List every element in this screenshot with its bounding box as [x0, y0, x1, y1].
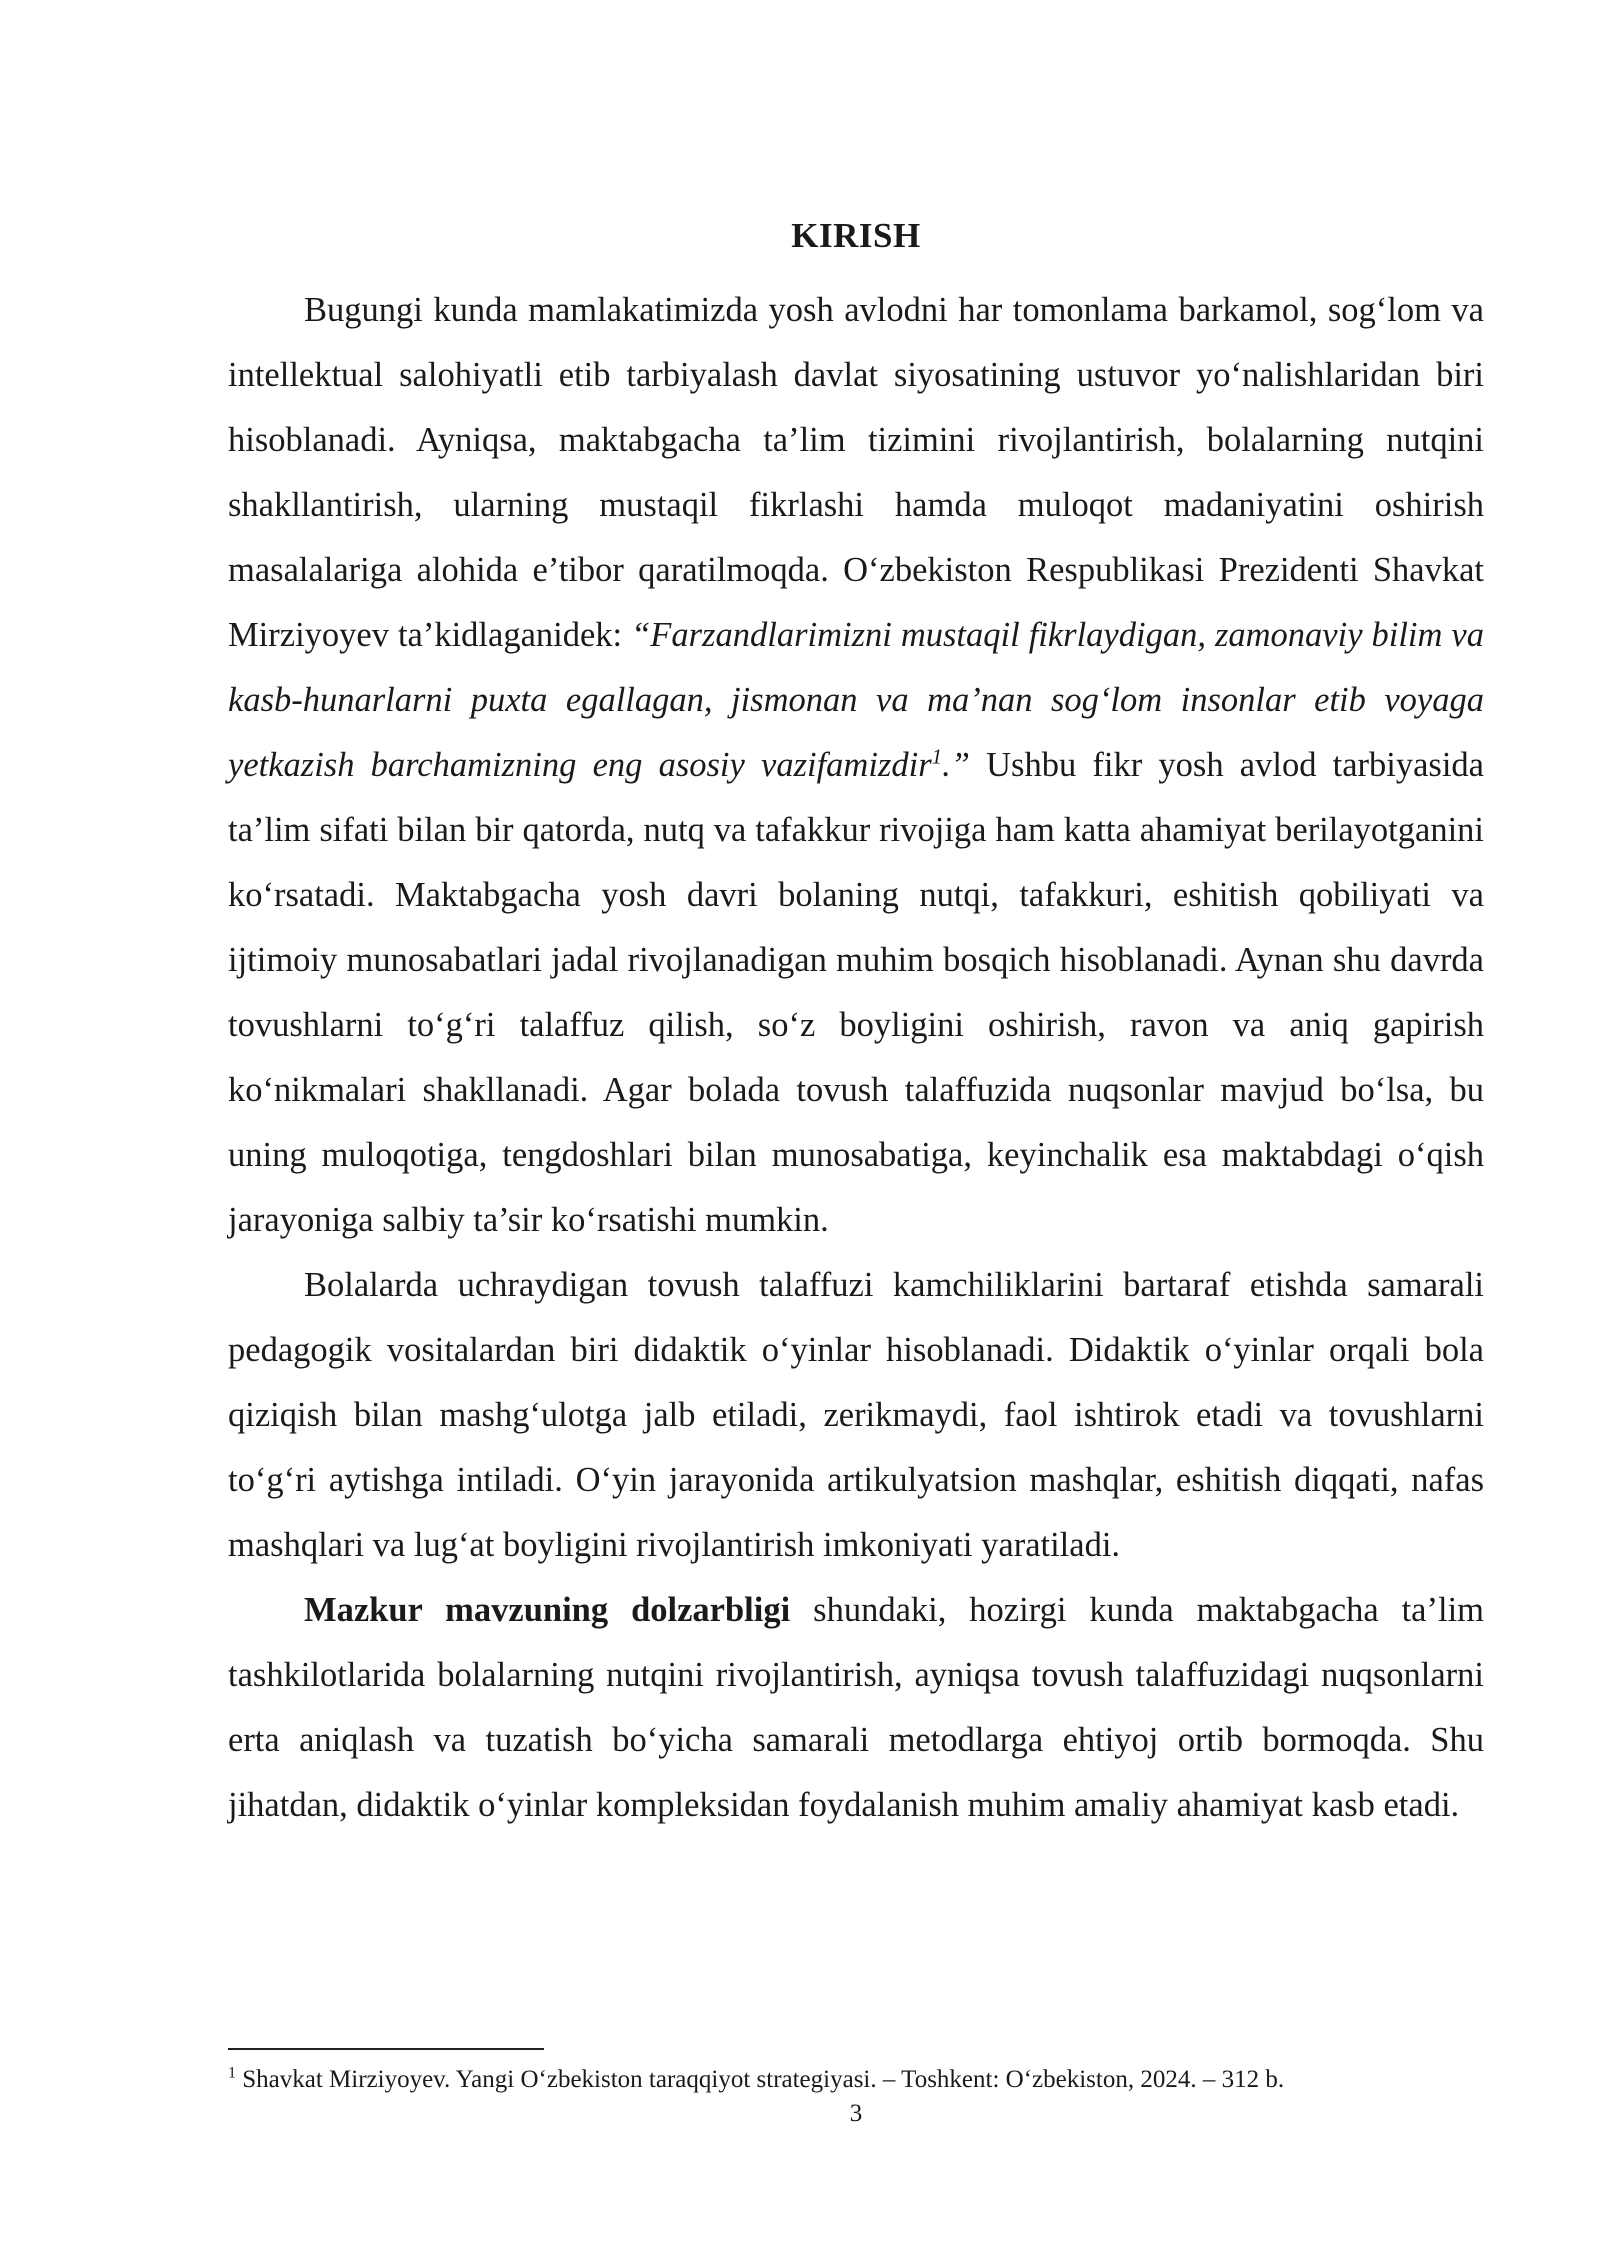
footnote-text: Shavkat Mirziyoyev. Yangi O‘zbekiston taraqqiyot strategiyasi. – Toshkent: O‘zbekiston, 2024. – 312 b. [236, 2066, 1285, 2093]
president-quote: “Farzandlarimizni mustaqil fikrlaydigan, zamonaviy bilim va kasb-hunarlarni puxta egallagan, jismonan va ma’nan sog‘lom insonlar etib voyaga yetkazish barchamizning eng asosiy vazifamizdir [228, 616, 1484, 784]
footnote-divider [228, 2048, 544, 2050]
footnote [228, 2064, 1484, 2096]
footnote-mark: 1 [228, 2064, 236, 2082]
paragraph-intro [228, 278, 1484, 1253]
paragraph-didactic-games: Bolalarda uchraydigan tovush talaffuzi kamchiliklarini bartaraf etishda samarali pedagogik vositalardan biri didaktik o‘yinlar hisoblanadi. Didaktik o‘yinlar orqali bola qiziqish bilan mashg‘ulotga jalb etiladi, zerikmaydi, faol ishtirok etadi va tovushlarni to‘g‘ri aytishga intiladi. O‘yin jarayonida artikulyatsion mashqlar, eshitish diqqati, nafas mashqlari va lug‘at boyligini rivojlantirish imkoniyati yaratiladi. [228, 1266, 1484, 1564]
president-quote-end: .” [942, 746, 970, 784]
paragraph-relevance [228, 1578, 1484, 1838]
relevance-text: shundaki, hozirgi kunda maktabgacha ta’lim tashkilotlarida bolalarning nutqini rivojlantirish, ayniqsa tovush talaffuzidagi nuqsonlarni erta aniqlash va tuzatish bo‘yicha samarali metodlarga ehtiyoj ortib bormoqda. Shu jihatdan, didaktik o‘yinlar kompleksidan foydalanish muhim amaliy ahamiyat kasb etadi. [228, 1591, 1484, 1824]
page-number: 3 [849, 2100, 863, 2127]
relevance-lead: Mazkur mavzuning dolzarbligi [304, 1591, 791, 1629]
section-heading: KIRISH [791, 216, 921, 255]
paragraph-intro-text: Bugungi kunda mamlakatimizda yosh avlodni har tomonlama barkamol, sog‘lom va intellektual salohiyatli etib tarbiyalash davlat siyosatining ustuvor yo‘nalishlaridan biri hisoblanadi. Ayniqsa, maktabgacha ta’lim tizimini rivojlantirish, bolalarning nutqini shakllantirish, ularning mustaqil fikrlashi hamda muloqot madaniyatini oshirish masalalariga alohida e’tibor qaratilmoqda. O‘zbekiston Respublikasi Prezidenti Shavkat Mirziyoyev ta’kidlaganidek: [228, 291, 1484, 654]
footnote-reference: 1 [931, 744, 943, 769]
paragraph-intro-continuation: Ushbu fikr yosh avlod tarbiyasida ta’lim sifati bilan bir qatorda, nutq va tafakkur rivojiga ham katta ahamiyat berilayotganini ko‘rsatadi. Maktabgacha yosh davri bolaning nutqi, tafakkuri, eshitish qobiliyati va ijtimoiy munosabatlari jadal rivojlanadigan muhim bosqich hisoblanadi. Aynan shu davrda tovushlarni to‘g‘ri talaffuz qilish, so‘z boyligini oshirish, ravon va aniq gapirish ko‘nikmalari shakllanadi. Agar bolada tovush talaffuzida nuqsonlar mavjud bo‘lsa, bu uning muloqotiga, tengdoshlari bilan munosabatiga, keyinchalik esa maktabdagi o‘qish jarayoniga salbiy ta’sir ko‘rsatishi mumkin. [228, 746, 1484, 1239]
body-text [228, 278, 1484, 1838]
